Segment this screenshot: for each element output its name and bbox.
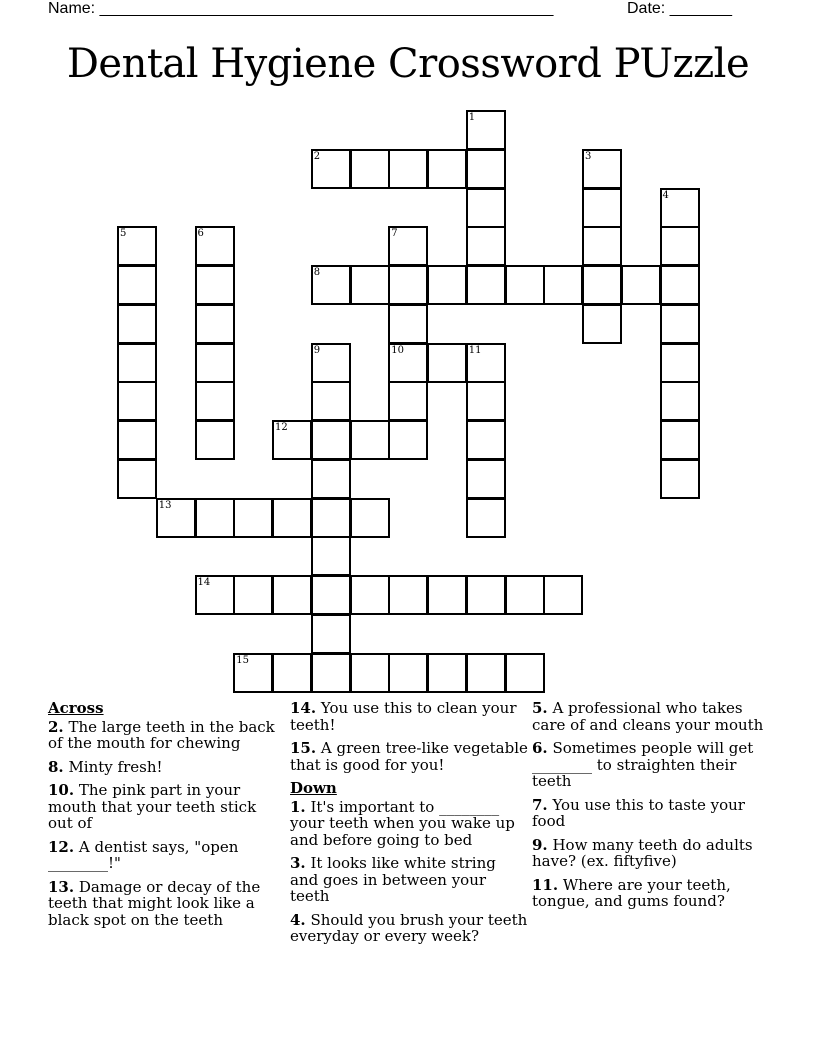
crossword-cell[interactable] — [466, 265, 506, 305]
crossword-cell[interactable] — [388, 343, 428, 383]
across-heading: Across — [48, 699, 104, 717]
crossword-cell[interactable] — [621, 265, 661, 305]
clue-item — [290, 855, 528, 905]
clue-item — [532, 797, 772, 830]
crossword-cell[interactable] — [466, 343, 506, 383]
crossword-cell[interactable] — [388, 575, 428, 615]
crossword-cell[interactable] — [311, 614, 351, 654]
crossword-cell[interactable] — [195, 420, 235, 460]
crossword-cell[interactable] — [543, 265, 583, 305]
clue-item — [48, 839, 284, 872]
crossword-cell[interactable] — [505, 265, 545, 305]
clue-item — [532, 877, 772, 910]
clue-text: The pink part in your mouth that your teeth stick out of — [48, 781, 257, 832]
clue-text: Minty fresh! — [68, 757, 163, 776]
clue-text: You use this to taste your food — [532, 795, 745, 830]
clue-number: 11 — [468, 344, 482, 356]
crossword-cell[interactable] — [388, 265, 428, 305]
crossword-cell[interactable] — [311, 498, 351, 538]
clue-item — [532, 837, 772, 870]
crossword-cell[interactable] — [195, 226, 235, 266]
crossword-cell[interactable] — [117, 381, 157, 421]
crossword-cell[interactable] — [543, 575, 583, 615]
clue-number: 5. — [532, 699, 548, 717]
crossword-cell[interactable] — [660, 420, 700, 460]
clue-number: 6 — [197, 228, 204, 240]
clue-item — [532, 740, 772, 790]
clue-item — [290, 799, 528, 849]
clue-text: It looks like white string and goes in between your teeth — [290, 854, 496, 905]
clue-text: You use this to clean your teeth! — [290, 699, 517, 734]
crossword-cell[interactable] — [388, 653, 428, 693]
across-clue-list-continued — [290, 700, 528, 773]
crossword-cell[interactable] — [466, 459, 506, 499]
crossword-cell[interactable] — [466, 420, 506, 460]
crossword-cell[interactable] — [311, 536, 351, 576]
clue-text: A dentist says, "open ________!" — [48, 837, 239, 872]
clue-number: 13. — [48, 877, 75, 896]
crossword-cell[interactable] — [388, 420, 428, 460]
crossword-cell[interactable] — [233, 575, 273, 615]
clue-item — [48, 879, 284, 929]
clue-number: 14. — [290, 699, 317, 717]
clue-text: Where are your teeth, tongue, and gums found? — [532, 875, 731, 910]
crossword-cell[interactable] — [350, 575, 390, 615]
clue-text: A green tree-like vegetable that is good for you! — [290, 739, 528, 774]
clue-number: 7 — [391, 228, 398, 240]
crossword-cell[interactable] — [272, 498, 312, 538]
clue-number: 3 — [585, 150, 592, 162]
crossword-cell[interactable] — [427, 265, 467, 305]
clue-item — [532, 700, 772, 733]
clue-text: Should you brush your teeth everyday or every week? — [290, 910, 528, 945]
crossword-cell[interactable] — [582, 226, 622, 266]
crossword-cell[interactable] — [311, 381, 351, 421]
page-title: Dental Hygiene Crossword PUzzle — [66, 41, 750, 87]
crossword-cell[interactable] — [466, 149, 506, 189]
clue-item — [48, 782, 284, 832]
crossword-cell[interactable] — [195, 343, 235, 383]
crossword-cell[interactable] — [233, 498, 273, 538]
clue-text: Sometimes people will get ________ to straighten their teeth — [532, 739, 754, 790]
across-clue-list — [48, 719, 284, 929]
crossword-cell[interactable] — [660, 188, 700, 228]
clue-text: The large teeth in the back of the mouth for chewing — [48, 717, 275, 752]
clue-text: Damage or decay of the teeth that might look like a black spot on the teeth — [48, 877, 261, 929]
crossword-cell[interactable] — [388, 149, 428, 189]
crossword-cell[interactable] — [311, 575, 351, 615]
crossword-cell[interactable] — [427, 343, 467, 383]
crossword-cell[interactable] — [660, 304, 700, 344]
crossword-cell[interactable] — [427, 653, 467, 693]
crossword-cell[interactable] — [233, 653, 273, 693]
clue-item — [290, 740, 528, 773]
clue-number: 1. — [290, 797, 306, 816]
clue-number: 4. — [290, 910, 306, 929]
clue-number: 7. — [532, 795, 548, 814]
clue-number: 12. — [48, 837, 75, 856]
clue-number: 3. — [290, 854, 306, 872]
clue-number: 1 — [468, 112, 476, 123]
clue-number: 5 — [120, 228, 127, 240]
crossword-cell[interactable] — [582, 149, 622, 189]
clues-column-1 — [48, 700, 284, 935]
crossword-cell[interactable] — [582, 188, 622, 228]
down-heading: Down — [290, 779, 337, 797]
crossword-cell[interactable] — [117, 265, 157, 305]
down-clue-list-continued — [532, 700, 772, 910]
crossword-cell[interactable] — [117, 343, 157, 383]
crossword-cell[interactable] — [582, 265, 622, 305]
clue-text: It's important to ________ your teeth when you wake up and before going to bed — [290, 797, 515, 849]
crossword-cell[interactable] — [195, 381, 235, 421]
crossword-cell[interactable] — [350, 265, 390, 305]
crossword-cell[interactable] — [660, 381, 700, 421]
crossword-cell[interactable] — [195, 265, 235, 305]
crossword-cell[interactable] — [466, 226, 506, 266]
crossword-cell[interactable] — [311, 265, 351, 305]
crossword-cell[interactable] — [427, 149, 467, 189]
crossword-cell[interactable] — [388, 304, 428, 344]
crossword-cell[interactable] — [505, 653, 545, 693]
crossword-cell[interactable] — [311, 653, 351, 693]
clue-text: A professional who takes care of and cleans your mouth — [532, 699, 764, 734]
clues-column-2 — [290, 700, 528, 952]
clue-item — [290, 912, 528, 945]
crossword-cell[interactable] — [427, 575, 467, 615]
crossword-cell[interactable] — [505, 575, 545, 615]
crossword-cell[interactable] — [466, 188, 506, 228]
clue-number: 12 — [275, 422, 288, 433]
crossword-cell[interactable] — [117, 226, 157, 266]
clue-number: 15 — [236, 654, 249, 666]
clue-number: 14 — [197, 577, 211, 588]
name-field-label: Name: ___________________________________________________ — [48, 0, 554, 17]
clues-column-3 — [532, 700, 772, 917]
clue-item — [48, 719, 284, 752]
crossword-cell[interactable] — [660, 459, 700, 499]
crossword-cell[interactable] — [466, 498, 506, 538]
crossword-cell[interactable] — [272, 420, 312, 460]
clue-number: 11. — [532, 875, 559, 894]
clue-item — [48, 759, 284, 776]
crossword-cell[interactable] — [117, 459, 157, 499]
crossword-cell[interactable] — [272, 653, 312, 693]
clue-number: 8. — [48, 757, 64, 776]
crossword-cell[interactable] — [660, 226, 700, 266]
crossword-cell[interactable] — [660, 343, 700, 383]
crossword-cell[interactable] — [466, 575, 506, 615]
clue-number: 13 — [158, 499, 172, 511]
crossword-cell[interactable] — [388, 381, 428, 421]
crossword-cell[interactable] — [350, 653, 390, 693]
crossword-cell[interactable] — [117, 304, 157, 344]
clue-number: 9 — [313, 344, 321, 356]
crossword-cell[interactable] — [466, 110, 506, 150]
down-clue-list — [290, 799, 528, 945]
crossword-cell[interactable] — [272, 575, 312, 615]
clue-text: How many teeth do adults have? (ex. fiftyfive) — [532, 835, 753, 870]
clue-number: 6. — [532, 739, 548, 757]
date-field-label: Date: _______ — [627, 0, 732, 17]
crossword-cell[interactable] — [466, 653, 506, 693]
clue-number: 10. — [48, 781, 75, 799]
crossword-cell[interactable] — [311, 343, 351, 383]
crossword-cell[interactable] — [117, 420, 157, 460]
crossword-cell[interactable] — [311, 149, 351, 189]
crossword-cell[interactable] — [350, 498, 390, 538]
crossword-cell[interactable] — [350, 149, 390, 189]
crossword-cell[interactable] — [311, 459, 351, 499]
crossword-cell[interactable] — [195, 575, 235, 615]
clue-number: 8 — [313, 267, 321, 278]
clue-item — [290, 700, 528, 733]
crossword-cell[interactable] — [582, 304, 622, 344]
clue-number: 15. — [290, 739, 317, 757]
crossword-cell[interactable] — [388, 226, 428, 266]
clue-number: 9. — [532, 835, 548, 854]
crossword-cell[interactable] — [156, 498, 196, 538]
clue-number: 2 — [313, 150, 321, 162]
crossword-cell[interactable] — [660, 265, 700, 305]
clue-number: 2. — [48, 717, 64, 736]
crossword-cell[interactable] — [195, 498, 235, 538]
crossword-cell[interactable] — [350, 420, 390, 460]
crossword-cell[interactable] — [311, 420, 351, 460]
clue-number: 10 — [391, 344, 404, 356]
clue-number: 4 — [662, 189, 669, 201]
crossword-cell[interactable] — [195, 304, 235, 344]
crossword-cell[interactable] — [466, 381, 506, 421]
